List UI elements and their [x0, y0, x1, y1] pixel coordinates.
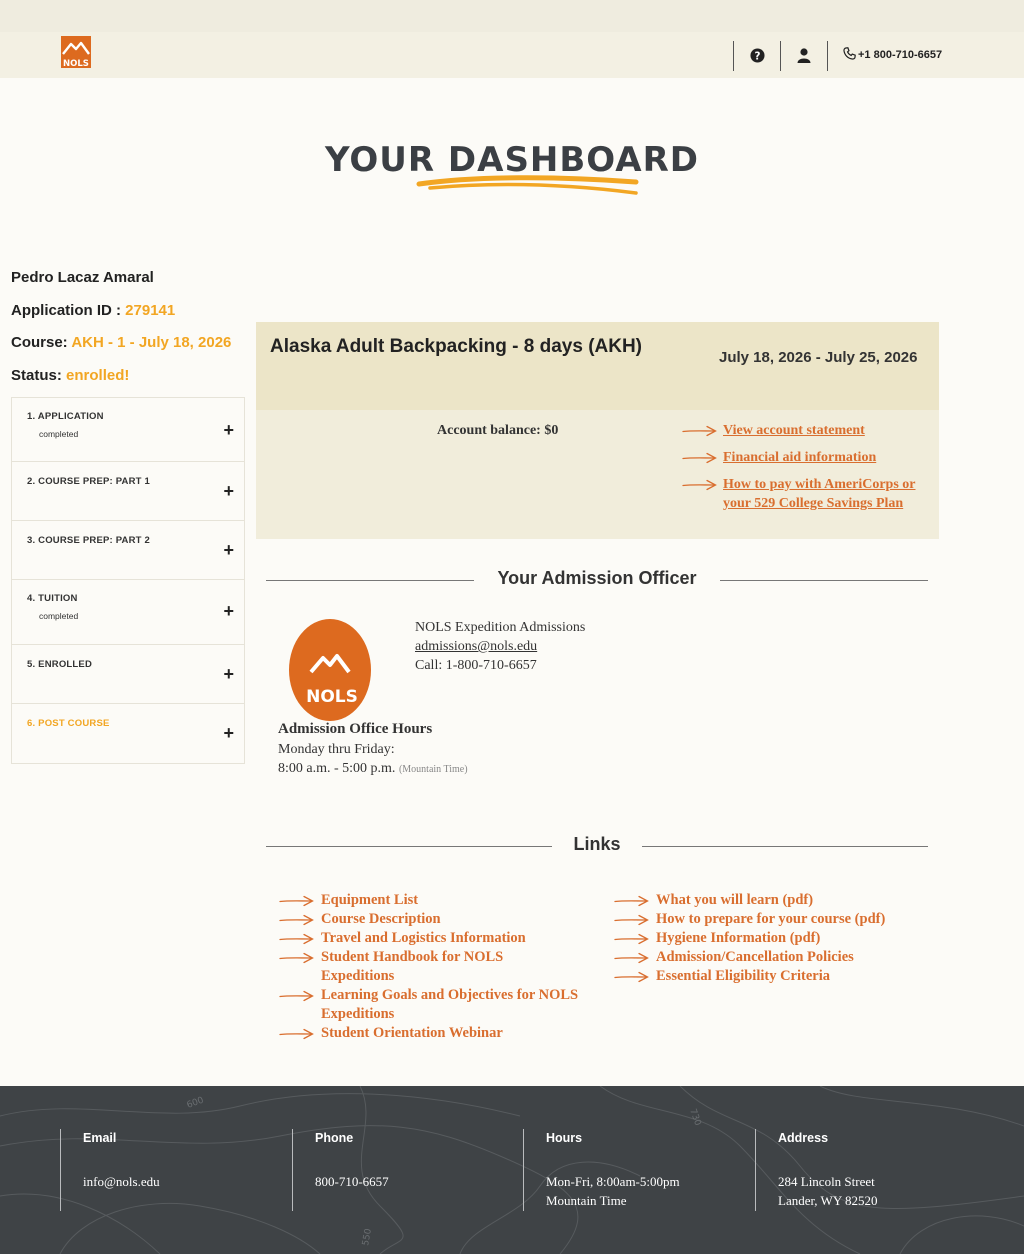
application-id-value: 279141	[125, 301, 176, 319]
course-description-link[interactable]: Course Description	[321, 911, 441, 927]
footer-address-value	[778, 1172, 877, 1210]
question-circle-icon[interactable]	[748, 46, 766, 64]
admission-officer-logo	[288, 618, 372, 722]
how-to-prepare-link[interactable]: How to prepare for your course (pdf)	[656, 911, 886, 927]
course-card-body	[256, 410, 939, 539]
link-item	[614, 910, 934, 929]
page-title: YOUR DASHBOARD	[324, 140, 700, 180]
eligibility-criteria-link[interactable]: Essential Eligibility Criteria	[656, 968, 830, 984]
account-link-item	[682, 421, 932, 440]
footer-hours-line: Mon-Fri, 8:00am-5:00pm	[546, 1174, 680, 1189]
step-title: 1. APPLICATION	[27, 411, 104, 422]
admission-officer-contact	[415, 618, 585, 675]
footer-email-value[interactable]: info@nols.edu	[83, 1174, 160, 1189]
office-hours-time: 8:00 a.m. - 5:00 p.m.	[278, 761, 396, 776]
americorps-529-link[interactable]: How to pay with AmeriCorps or your 529 College Savings Plan	[723, 477, 916, 511]
application-steps	[11, 397, 245, 764]
office-hours-heading: Admission Office Hours	[278, 721, 433, 737]
step-title: 6. POST COURSE	[27, 718, 110, 729]
course-value: AKH - 1 - July 18, 2026	[71, 334, 232, 351]
step-enrolled[interactable]	[12, 645, 244, 704]
footer-address-line: 284 Lincoln Street	[778, 1174, 875, 1189]
account-link-item	[682, 448, 932, 467]
equipment-list-link[interactable]: Equipment List	[321, 892, 419, 908]
plus-icon[interactable]: +	[223, 481, 234, 501]
link-item	[279, 891, 579, 910]
officer-name: NOLS Expedition Admissions	[415, 620, 586, 635]
office-hours-time-row	[278, 759, 468, 780]
heading-rule	[642, 846, 928, 847]
course-dates: July 18, 2026 - July 25, 2026	[719, 349, 918, 366]
step-post-course[interactable]	[12, 704, 244, 763]
course-label: Course:	[11, 334, 68, 351]
learning-goals-link[interactable]: Learning Goals and Objectives for NOLS Expeditions	[321, 987, 579, 1022]
links-left-column	[279, 891, 579, 1043]
account-links	[682, 421, 932, 521]
cancellation-policies-link[interactable]: Admission/Cancellation Policies	[656, 949, 854, 965]
office-hours-timezone: (Mountain Time)	[398, 764, 468, 775]
header-phone-link[interactable]	[843, 47, 942, 63]
arrow-icon	[279, 895, 314, 907]
step-title: 2. COURSE PREP: PART 1	[27, 476, 150, 487]
header-divider	[733, 41, 734, 71]
site-footer	[0, 1086, 1024, 1254]
contour-label: 730	[687, 1107, 703, 1128]
admission-officer-title: Your Admission Officer	[497, 568, 697, 588]
footer-hours-label: Hours	[546, 1131, 583, 1145]
hygiene-information-link[interactable]: Hygiene Information (pdf)	[656, 930, 821, 946]
arrow-icon	[279, 914, 314, 926]
application-id-label: Application ID :	[11, 301, 121, 319]
arrow-icon	[614, 971, 649, 983]
link-item	[279, 986, 579, 1024]
link-item	[279, 948, 549, 986]
top-band	[0, 0, 1024, 32]
contour-label: 600	[185, 1095, 206, 1111]
footer-hours	[523, 1129, 743, 1211]
plus-icon[interactable]: +	[223, 723, 234, 743]
student-handbook-link[interactable]: Student Handbook for NOLS Expeditions	[321, 949, 504, 984]
link-item	[279, 929, 579, 948]
page-title-wrap	[0, 140, 1024, 180]
course-card-header	[256, 322, 939, 410]
step-title: 4. TUITION	[27, 593, 78, 604]
travel-logistics-link[interactable]: Travel and Logistics Information	[321, 930, 526, 946]
arrow-icon	[682, 425, 717, 437]
header-phone-number: +1 800-710-6657	[858, 49, 943, 61]
what-you-will-learn-link[interactable]: What you will learn (pdf)	[656, 892, 814, 908]
officer-phone: Call: 1-800-710-6657	[415, 658, 537, 673]
footer-email-label: Email	[83, 1131, 117, 1145]
step-subtitle: completed	[39, 611, 79, 621]
footer-hours-line: Mountain Time	[546, 1193, 627, 1208]
header-divider	[827, 41, 828, 71]
footer-address-line: Lander, WY 82520	[778, 1193, 878, 1208]
step-tuition[interactable]	[12, 580, 244, 645]
footer-phone-label: Phone	[315, 1131, 354, 1145]
link-item	[279, 910, 579, 929]
plus-icon[interactable]: +	[223, 420, 234, 440]
step-course-prep-2[interactable]	[12, 521, 244, 580]
step-subtitle: completed	[39, 429, 79, 439]
arrow-icon	[614, 895, 649, 907]
heading-rule	[720, 580, 928, 581]
link-item	[614, 929, 934, 948]
course-row	[11, 333, 251, 366]
plus-icon[interactable]: +	[223, 601, 234, 621]
link-item	[614, 967, 934, 986]
footer-hours-value	[546, 1172, 680, 1210]
account-link-item	[682, 475, 932, 513]
course-name: Alaska Adult Backpacking - 8 days (AKH)	[270, 336, 643, 357]
step-title: 3. COURSE PREP: PART 2	[27, 535, 150, 546]
applicant-name: Pedro Lacaz Amaral	[11, 269, 154, 286]
link-item	[614, 891, 934, 910]
status-value: enrolled!	[66, 366, 130, 384]
application-id-row	[11, 301, 251, 334]
link-item	[614, 948, 934, 967]
links-heading	[266, 834, 928, 858]
account-balance: Account balance: $0	[437, 423, 559, 438]
course-card	[256, 322, 939, 539]
links-title: Links	[573, 834, 621, 854]
arrow-icon	[279, 933, 314, 945]
admission-officer-heading	[266, 568, 928, 592]
arrow-icon	[279, 952, 314, 964]
user-icon[interactable]	[795, 46, 813, 64]
arrow-icon	[279, 1028, 314, 1040]
footer-address	[755, 1129, 975, 1211]
footer-email	[60, 1129, 280, 1211]
footer-phone	[292, 1129, 512, 1211]
office-hours	[278, 720, 468, 780]
nols-logo[interactable]	[59, 32, 93, 70]
link-item	[279, 1024, 579, 1043]
office-hours-days: Monday thru Friday:	[278, 741, 395, 757]
status-row	[11, 366, 251, 399]
arrow-icon	[614, 914, 649, 926]
contour-label: 550	[361, 1227, 374, 1247]
step-title: 5. ENROLLED	[27, 659, 93, 670]
plus-icon[interactable]: +	[223, 664, 234, 684]
links-right-column	[614, 891, 934, 986]
officer-email-link[interactable]: admissions@nols.edu	[415, 639, 538, 654]
footer-phone-value[interactable]: 800-710-6657	[315, 1174, 389, 1189]
officer-logo-text: NOLS	[306, 687, 358, 707]
header-divider	[780, 41, 781, 71]
footer-address-label: Address	[778, 1131, 829, 1145]
step-course-prep-1[interactable]	[12, 462, 244, 521]
svg-text:?: ?	[754, 49, 760, 62]
orientation-webinar-link[interactable]: Student Orientation Webinar	[321, 1025, 503, 1041]
logo-text: NOLS	[63, 59, 89, 69]
status-label: Status:	[11, 366, 62, 384]
plus-icon[interactable]: +	[223, 540, 234, 560]
view-account-statement-link[interactable]: View account statement	[723, 423, 865, 438]
applicant-profile	[11, 268, 251, 398]
site-header	[0, 32, 1024, 78]
arrow-icon	[614, 952, 649, 964]
financial-aid-link[interactable]: Financial aid information	[723, 450, 877, 465]
step-application[interactable]	[12, 398, 244, 462]
arrow-icon	[614, 933, 649, 945]
arrow-icon	[682, 452, 717, 464]
phone-icon	[843, 47, 856, 63]
arrow-icon	[682, 479, 717, 491]
arrow-icon	[279, 990, 314, 1002]
